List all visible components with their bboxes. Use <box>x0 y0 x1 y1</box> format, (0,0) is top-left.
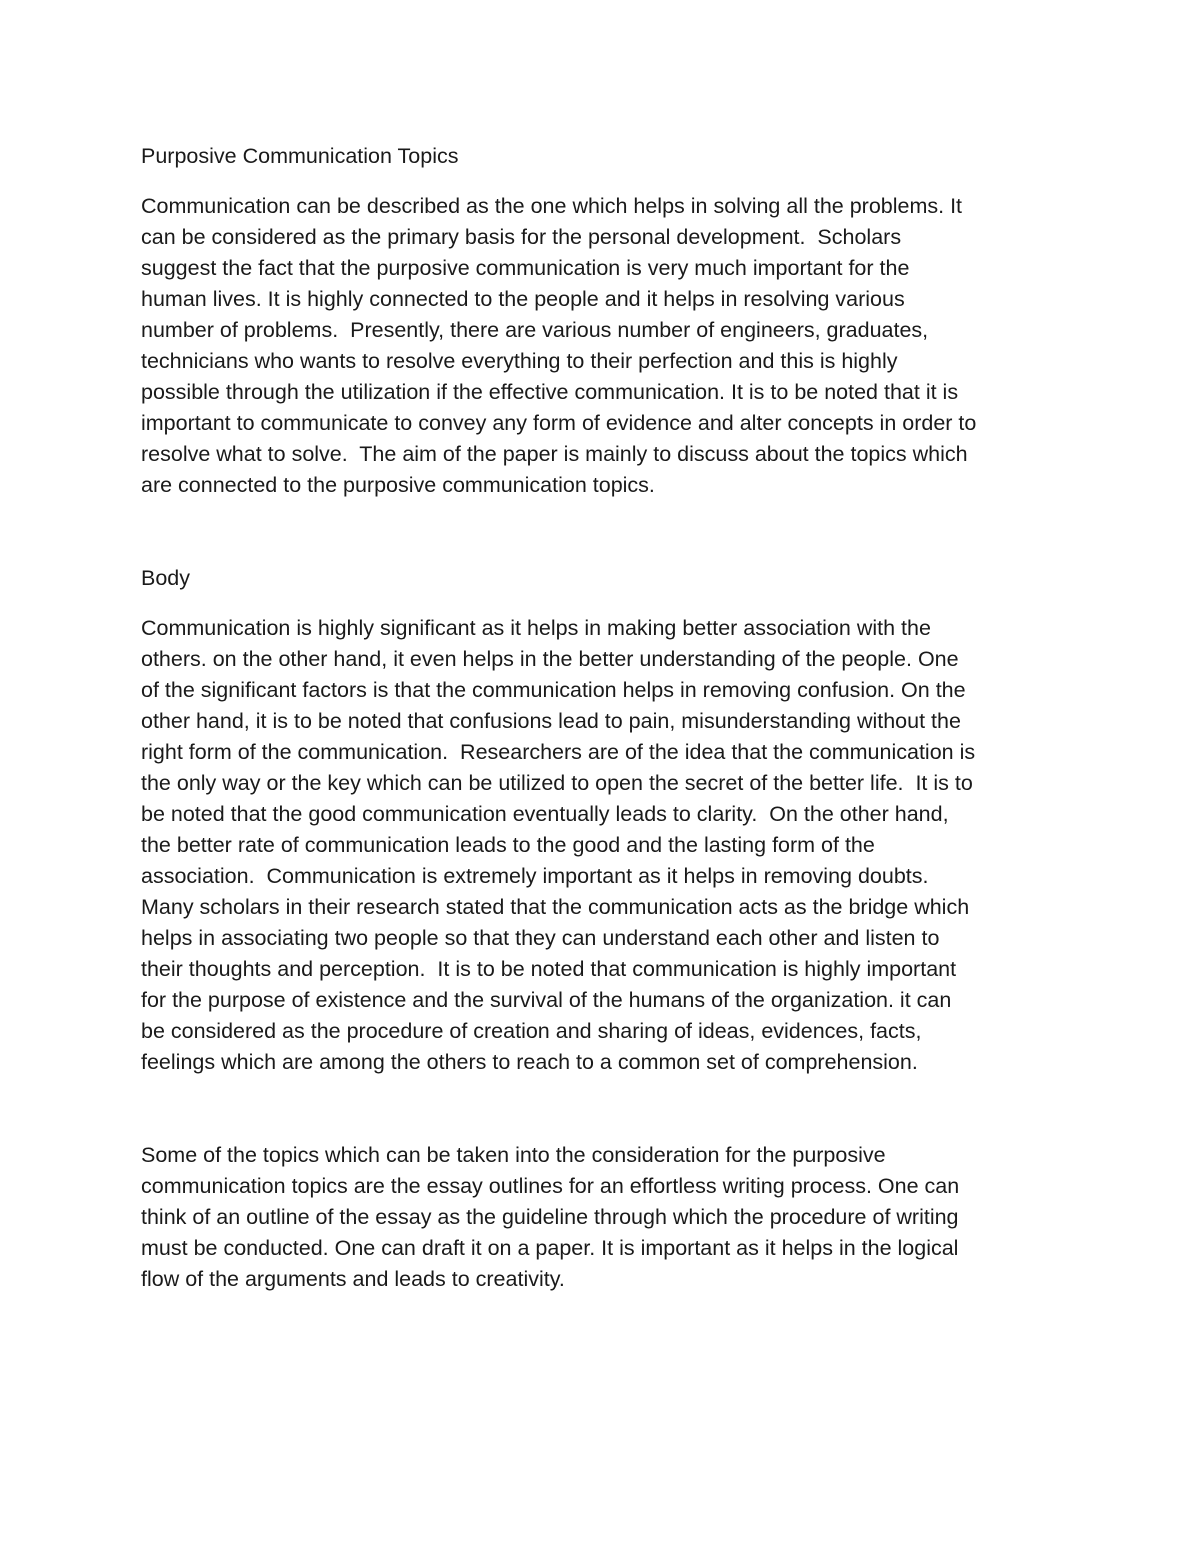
text-line: be considered as the procedure of creation and sharing of ideas, evidences, facts, <box>141 1019 922 1043</box>
text-line: association. Communication is extremely important as it helps in removing doubts. <box>141 864 929 888</box>
text-line: think of an outline of the essay as the guideline through which the procedure of writing <box>141 1205 959 1229</box>
text-line: other hand, it is to be noted that confusions lead to pain, misunderstanding without the <box>141 709 961 733</box>
text-line: flow of the arguments and leads to creativity. <box>141 1267 565 1291</box>
text-line: right form of the communication. Researchers are of the idea that the communication is <box>141 740 976 764</box>
text-line: others. on the other hand, it even helps in the better understanding of the people. One <box>141 647 959 671</box>
paragraph-spacer <box>141 501 1066 563</box>
text-line: Communication can be described as the one which helps in solving all the problems. It <box>141 194 963 218</box>
document-content <box>141 141 1066 1295</box>
document-title: Purposive Communication Topics <box>141 144 459 168</box>
text-line: Many scholars in their research stated that the communication acts as the bridge which <box>141 895 970 919</box>
paragraph-spacer <box>141 1078 1066 1140</box>
text-line: their thoughts and perception. It is to be noted that communication is highly important <box>141 957 957 981</box>
topics-paragraph <box>141 1140 1066 1295</box>
text-line: suggest the fact that the purposive communication is very much important for the <box>141 256 910 280</box>
text-line: possible through the utilization if the effective communication. It is to be noted that it is <box>141 380 959 404</box>
text-line: feelings which are among the others to reach to a common set of comprehension. <box>141 1050 918 1074</box>
text-line: resolve what to solve. The aim of the paper is mainly to discuss about the topics which <box>141 442 968 466</box>
text-line: for the purpose of existence and the survival of the humans of the organization. it can <box>141 988 952 1012</box>
text-line: important to communicate to convey any form of evidence and alter concepts in order to <box>141 411 977 435</box>
body-paragraph <box>141 613 1066 1078</box>
text-line: be noted that the good communication eventually leads to clarity. On the other hand, <box>141 802 949 826</box>
text-line: can be considered as the primary basis for the personal development. Scholars <box>141 225 902 249</box>
text-line: of the significant factors is that the communication helps in removing confusion. On the <box>141 678 966 702</box>
text-line: Communication is highly significant as it helps in making better association with the <box>141 616 931 640</box>
text-line: technicians who wants to resolve everything to their perfection and this is highly <box>141 349 898 373</box>
text-line: are connected to the purposive communication topics. <box>141 473 655 497</box>
text-line: human lives. It is highly connected to the people and it helps in resolving various <box>141 287 905 311</box>
text-line: must be conducted. One can draft it on a paper. It is important as it helps in the logical <box>141 1236 959 1260</box>
text-line: helps in associating two people so that they can understand each other and listen to <box>141 926 940 950</box>
text-line: Some of the topics which can be taken into the consideration for the purposive <box>141 1143 886 1167</box>
text-line: the better rate of communication leads to the good and the lasting form of the <box>141 833 875 857</box>
text-line: communication topics are the essay outlines for an effortless writing process. One can <box>141 1174 960 1198</box>
intro-paragraph <box>141 191 1066 501</box>
text-line: number of problems. Presently, there are various number of engineers, graduates, <box>141 318 929 342</box>
text-line: the only way or the key which can be utilized to open the secret of the better life. It is to <box>141 771 973 795</box>
body-heading: Body <box>141 566 191 590</box>
